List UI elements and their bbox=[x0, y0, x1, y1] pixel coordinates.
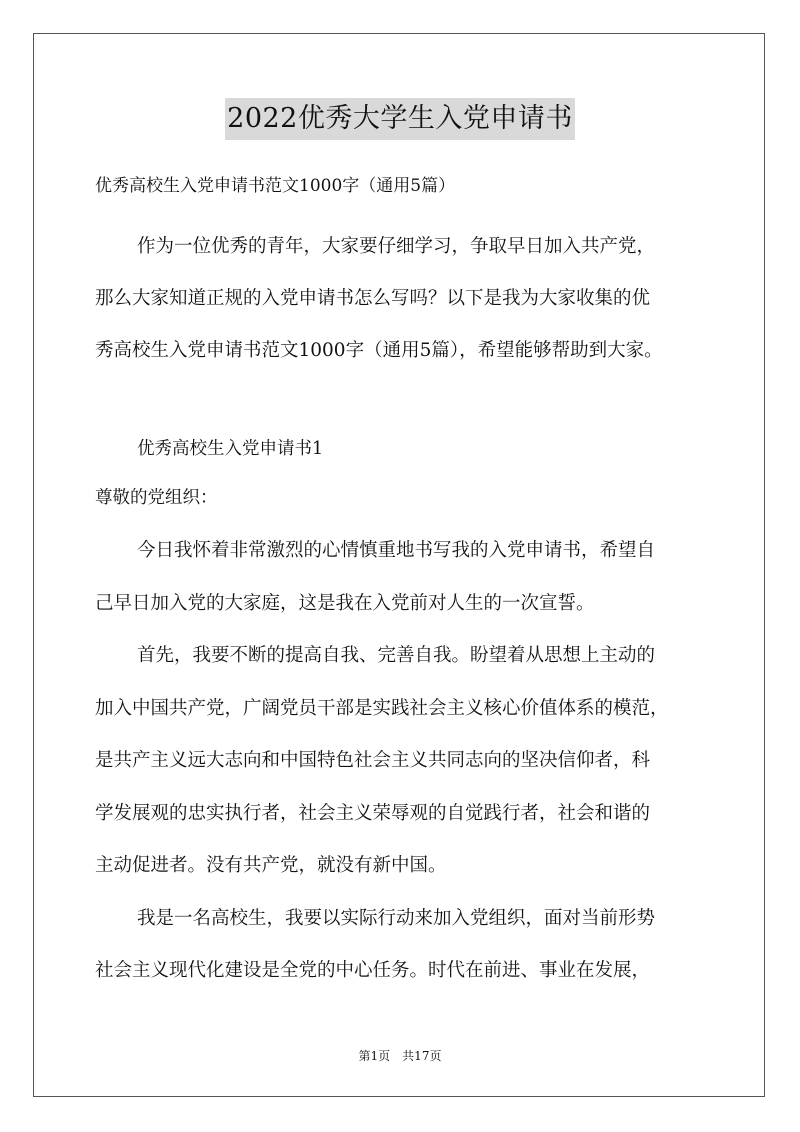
body-line: 是共产主义远大志向和中国特色社会主义共同志向的坚决信仰者，科 bbox=[95, 750, 651, 771]
title-container bbox=[0, 98, 800, 140]
intro-line: 作为一位优秀的青年，大家要仔细学习，争取早日加入共产党， bbox=[137, 236, 656, 257]
salutation: 尊敬的党组织： bbox=[95, 488, 218, 508]
document-subtitle: 优秀高校生入党申请书范文1000字（通用5篇） bbox=[95, 176, 456, 196]
body-line: 主动促进者。没有共产党，就没有新中国。 bbox=[95, 855, 447, 876]
body-line: 今日我怀着非常激烈的心情慎重地书写我的入党申请书，希望自 bbox=[137, 540, 656, 561]
intro-line: 那么大家知道正规的入党申请书怎么写吗？以下是我为大家收集的优 bbox=[95, 288, 651, 309]
intro-line: 秀高校生入党申请书范文1000字（通用5篇），希望能够帮助到大家。 bbox=[95, 340, 663, 361]
body-line: 加入中国共产党，广阔党员干部是实践社会主义核心价值体系的模范， bbox=[95, 697, 669, 719]
body-line: 社会主义现代化建设是全党的中心任务。时代在前进、事业在发展， bbox=[95, 960, 651, 981]
document-title: 2022优秀大学生入党申请书 bbox=[225, 98, 575, 140]
body-line: 己早日加入党的大家庭，这是我在入党前对人生的一次宣誓。 bbox=[95, 592, 595, 614]
body-line: 学发展观的忠实执行者，社会主义荣辱观的自觉践行者，社会和谐的 bbox=[95, 802, 651, 824]
body-text bbox=[95, 525, 715, 998]
intro-paragraph bbox=[95, 221, 715, 377]
section-title: 优秀高校生入党申请书1 bbox=[137, 439, 324, 459]
body-line: 首先，我要不断的提高自我、完善自我。盼望着从思想上主动的 bbox=[137, 645, 656, 666]
page-footer: 第1页 共17页 bbox=[358, 1049, 442, 1063]
body-line: 我是一名高校生，我要以实际行动来加入党组织，面对当前形势 bbox=[137, 907, 656, 929]
